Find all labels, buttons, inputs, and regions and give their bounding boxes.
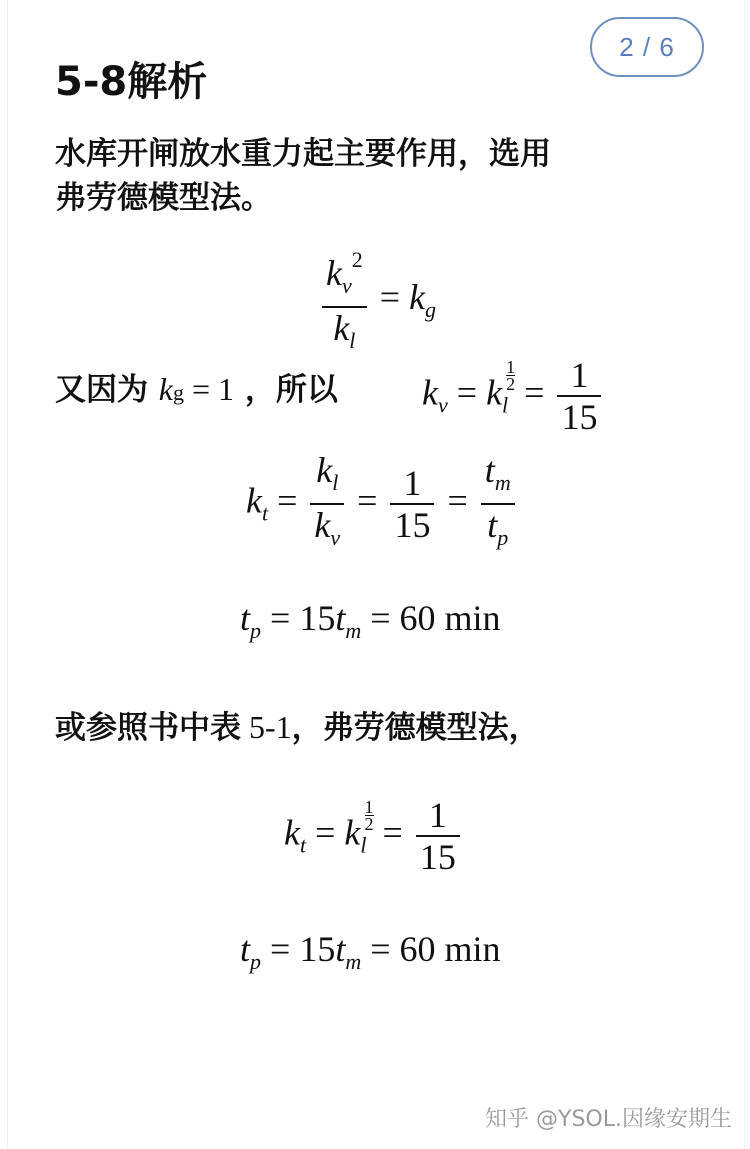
because-text: 又因为	[55, 372, 148, 408]
paragraph-because: 又因为 kg = 1 ，所以	[55, 371, 338, 408]
fraction: $\frac{k_l}{k_v}$	[310, 450, 344, 558]
fraction: $\frac{t_m}{t_p}$	[481, 450, 515, 558]
equation-kv: $k_v = k_l$ $\frac{1}{2}$ = $\frac{1}{15}$	[422, 355, 605, 437]
equation-kt: $k_t$ = $\frac{k_l}{k_v}$ = $\frac{1}{15}$ = $\frac{t_m}{t_p}$	[246, 450, 519, 558]
paragraph-line-1: 水库开闸放水重力起主要作用，选用	[55, 136, 551, 172]
equation-kt-2: $k_t = k_l$ $\frac{1}{2}$ = $\frac{1}{15}$	[284, 795, 464, 877]
paragraph-line-2: 弗劳德模型法。	[55, 180, 272, 216]
page-title: 5-8解析	[55, 59, 208, 105]
fraction: $\frac{1}{15}$	[416, 795, 460, 877]
fraction: $\frac{1}{15}$	[557, 355, 601, 437]
equation-kv2-over-kl: $\frac{k_v^2}{k_l}$ = $k_g$	[318, 240, 436, 361]
fraction: $\frac{1}{15}$	[390, 463, 434, 545]
fraction: $\frac{k_v^2}{k_l}$	[322, 240, 367, 361]
watermark: 知乎 @YSOL.因缘安期生	[485, 1107, 732, 1132]
therefore-text: ，所以	[244, 372, 338, 408]
equation-tp-2: $t_p = 15t_m = 60$ min	[240, 929, 501, 974]
paragraph-reference: 或参照书中表 5-1，弗劳德模型法，	[55, 709, 540, 746]
page-indicator[interactable]: 2 / 6	[590, 17, 704, 77]
equation-tp: $t_p = 15t_m = 60$ min	[240, 598, 501, 643]
